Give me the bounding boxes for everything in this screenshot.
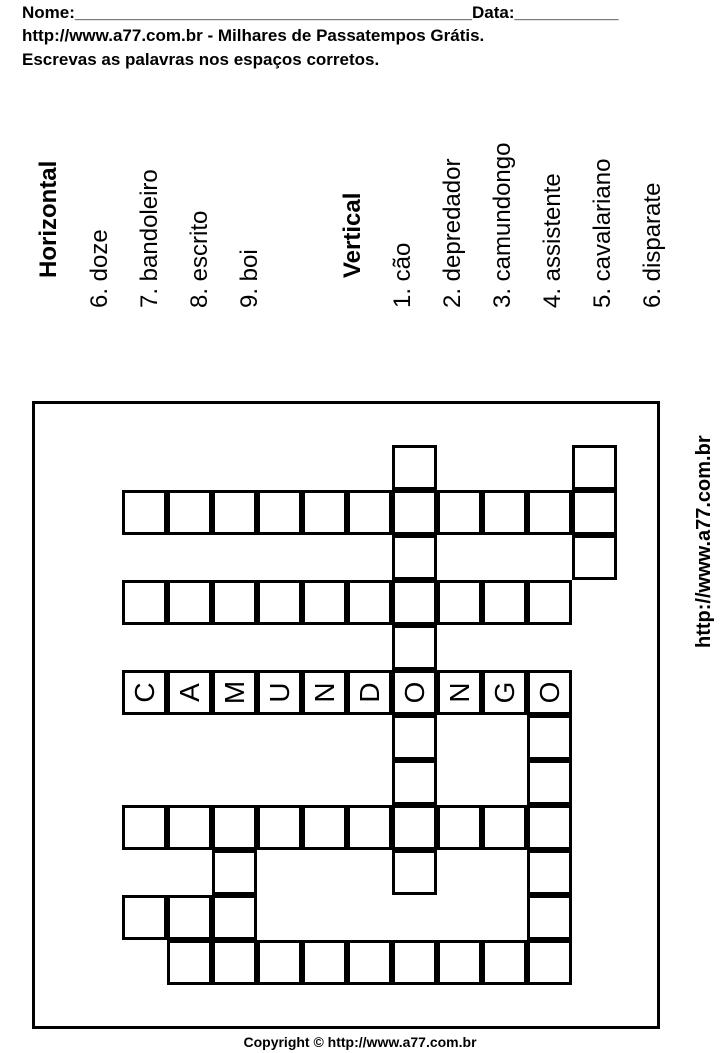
grid-letter: D bbox=[353, 681, 384, 703]
grid-cell[interactable] bbox=[392, 625, 437, 670]
clue-vertical-2: 2. depredador bbox=[439, 158, 466, 308]
clue-horizontal-6: 6. doze bbox=[86, 229, 113, 308]
grid-cell[interactable] bbox=[527, 805, 572, 850]
grid-cell[interactable] bbox=[437, 805, 482, 850]
instructions: Escrevas as palavras nos espaços corretos. bbox=[22, 50, 380, 69]
grid-cell[interactable] bbox=[122, 805, 167, 850]
grid-cell[interactable] bbox=[527, 715, 572, 760]
grid-cell[interactable] bbox=[167, 940, 212, 985]
grid-cell[interactable] bbox=[392, 850, 437, 895]
grid-cell[interactable] bbox=[122, 580, 167, 625]
grid-cell[interactable] bbox=[257, 940, 302, 985]
grid-cell[interactable] bbox=[347, 805, 392, 850]
grid-cell[interactable] bbox=[437, 490, 482, 535]
grid-cell[interactable] bbox=[347, 490, 392, 535]
grid-cell[interactable] bbox=[572, 490, 617, 535]
grid-cell[interactable] bbox=[302, 940, 347, 985]
grid-cell[interactable] bbox=[212, 580, 257, 625]
grid-cell[interactable] bbox=[302, 670, 347, 715]
clue-horizontal-7: 7. bandoleiro bbox=[136, 169, 163, 308]
grid-cell[interactable] bbox=[347, 940, 392, 985]
grid-letter: A bbox=[173, 682, 204, 702]
horizontal-title: Horizontal bbox=[35, 160, 62, 278]
grid-cell[interactable] bbox=[122, 490, 167, 535]
clue-horizontal-8: 8. escrito bbox=[186, 210, 213, 308]
grid-cell[interactable] bbox=[167, 805, 212, 850]
copyright-footer: Copyright © http://www.a77.com.br bbox=[243, 1034, 477, 1050]
grid-cell[interactable] bbox=[527, 670, 572, 715]
grid-cell[interactable] bbox=[527, 580, 572, 625]
grid-cell[interactable] bbox=[212, 805, 257, 850]
grid-cell[interactable] bbox=[392, 940, 437, 985]
clue-horizontal-9: 9. boi bbox=[236, 249, 263, 308]
grid-cell[interactable] bbox=[437, 940, 482, 985]
grid-cell[interactable] bbox=[257, 490, 302, 535]
grid-letter: C bbox=[128, 681, 159, 703]
grid-cell[interactable] bbox=[212, 670, 257, 715]
grid-letter: M bbox=[218, 680, 249, 704]
grid-cell[interactable] bbox=[347, 580, 392, 625]
clue-vertical-4: 4. assistente bbox=[539, 173, 566, 308]
grid-cell[interactable] bbox=[167, 490, 212, 535]
grid-cell[interactable] bbox=[392, 445, 437, 490]
grid-cell[interactable] bbox=[212, 490, 257, 535]
clue-vertical-6: 6. disparate bbox=[639, 182, 666, 308]
grid-cell[interactable] bbox=[257, 580, 302, 625]
grid-cell[interactable] bbox=[167, 670, 212, 715]
grid-cell[interactable] bbox=[392, 805, 437, 850]
clue-vertical-3: 3. camundongo bbox=[489, 142, 516, 308]
grid-cell[interactable] bbox=[257, 805, 302, 850]
grid-letter: U bbox=[263, 681, 294, 703]
grid-cell[interactable] bbox=[257, 670, 302, 715]
grid-cell[interactable] bbox=[122, 895, 167, 940]
grid-cell[interactable] bbox=[482, 670, 527, 715]
grid-letter: O bbox=[533, 681, 564, 703]
grid-cell[interactable] bbox=[302, 490, 347, 535]
grid-cell[interactable] bbox=[167, 580, 212, 625]
site-line: http://www.a77.com.br - Milhares de Passatempos Grátis. bbox=[22, 26, 485, 45]
grid-cell[interactable] bbox=[392, 490, 437, 535]
clue-vertical-5: 5. cavalariano bbox=[589, 158, 616, 308]
vertical-title: Vertical bbox=[339, 192, 366, 278]
grid-cell[interactable] bbox=[392, 760, 437, 805]
grid-letter: N bbox=[308, 681, 339, 703]
grid-cell[interactable] bbox=[347, 670, 392, 715]
grid-cell[interactable] bbox=[392, 535, 437, 580]
grid-cell[interactable] bbox=[392, 580, 437, 625]
grid-letter: N bbox=[443, 681, 474, 703]
name-date-line: Nome:__________________________________________Data:___________ bbox=[22, 3, 619, 22]
grid-letter: G bbox=[488, 681, 519, 703]
grid-cell[interactable] bbox=[572, 445, 617, 490]
grid-cell[interactable] bbox=[527, 760, 572, 805]
grid-cell[interactable] bbox=[437, 580, 482, 625]
side-url: http://www.a77.com.br bbox=[693, 435, 715, 648]
grid-cell[interactable] bbox=[167, 895, 212, 940]
grid-cell[interactable] bbox=[302, 580, 347, 625]
grid-cell[interactable] bbox=[302, 805, 347, 850]
grid-cell[interactable] bbox=[122, 670, 167, 715]
grid-letter: O bbox=[398, 681, 429, 703]
grid-cell[interactable] bbox=[482, 805, 527, 850]
grid-cell[interactable] bbox=[527, 850, 572, 895]
clue-vertical-1: 1. cão bbox=[389, 242, 416, 308]
grid-cell[interactable] bbox=[212, 940, 257, 985]
grid-cell[interactable] bbox=[482, 580, 527, 625]
grid-cell[interactable] bbox=[527, 490, 572, 535]
grid-cell[interactable] bbox=[437, 670, 482, 715]
grid-cell[interactable] bbox=[392, 715, 437, 760]
grid-cell[interactable] bbox=[527, 895, 572, 940]
grid-cell[interactable] bbox=[572, 535, 617, 580]
grid-cell[interactable] bbox=[482, 490, 527, 535]
grid-cell[interactable] bbox=[482, 940, 527, 985]
grid-cell[interactable] bbox=[527, 940, 572, 985]
grid-cell[interactable] bbox=[212, 895, 257, 940]
grid-cell[interactable] bbox=[212, 850, 257, 895]
grid-cell[interactable] bbox=[392, 670, 437, 715]
